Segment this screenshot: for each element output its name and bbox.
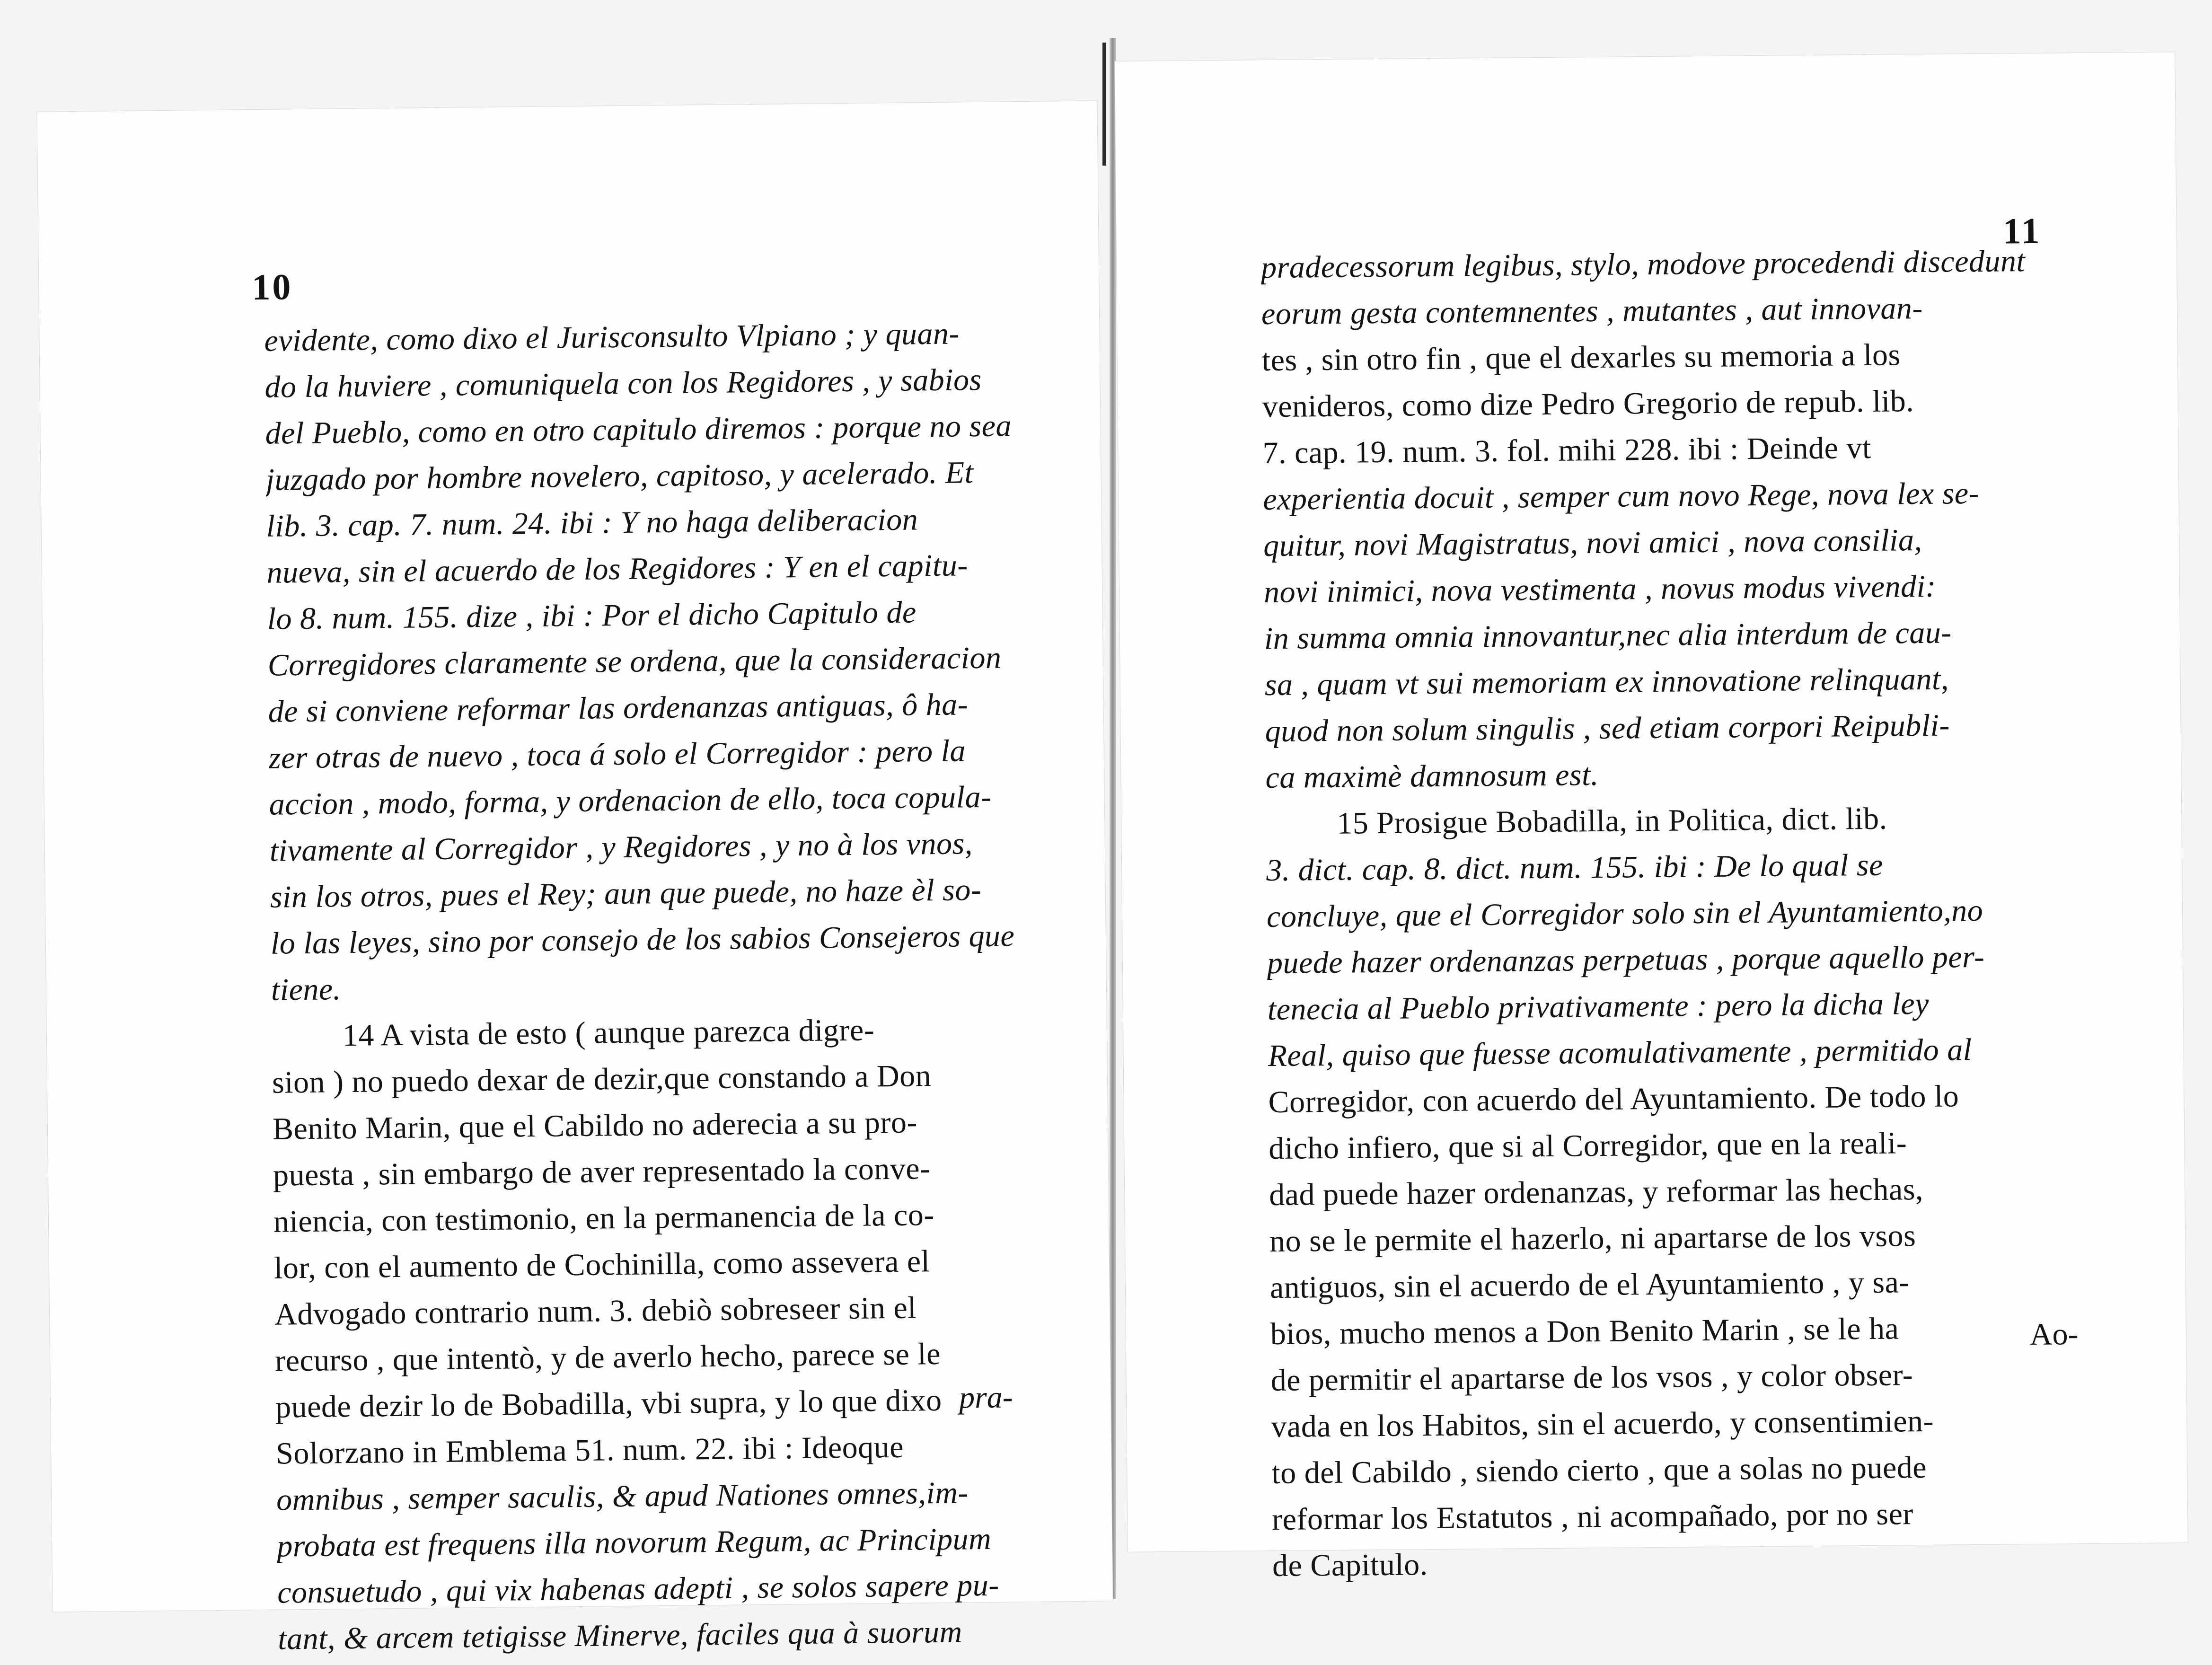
text-line: lo 8. num. 155. dize , ibi : Por el dicho Capitulo de bbox=[267, 595, 917, 636]
text-line: tenecia al Pueblo privativamente : pero la dicha ley bbox=[1267, 986, 1930, 1027]
text-line: lo las leyes, sino por consejo de los sabios Consejeros que bbox=[270, 918, 1015, 961]
text-line: reformar los Estatutos , ni acompañado, por no ser bbox=[1271, 1497, 1914, 1537]
text-line: puede dezir lo de Bobadilla, vbi supra, y lo que dixo bbox=[275, 1383, 942, 1425]
text-line: tiene. bbox=[271, 972, 342, 1007]
text-line: quod non solum singulis , sed etiam corpori Reipubli- bbox=[1265, 708, 1950, 749]
text-line: Corregidor, con acuerdo del Ayuntamiento. De todo lo bbox=[1268, 1079, 1959, 1120]
catchword: Ao- bbox=[2029, 1317, 2079, 1352]
text-line: Real, quiso que fuesse acomulativamente , permitido al bbox=[1268, 1032, 1972, 1074]
text-line: lib. 3. cap. 7. num. 24. ibi : Y no haga deliberacion bbox=[266, 502, 918, 544]
text-line: recurso , que intentò, y de averlo hecho, parece se le bbox=[274, 1336, 941, 1378]
text-line: vada en los Habitos, sin el acuerdo, y consentimien- bbox=[1271, 1403, 1934, 1445]
text-line: in summa omnia innovantur,nec alia interdum de cau- bbox=[1264, 615, 1952, 656]
text-line: del Pueblo, como en otro capitulo diremos : porque no sea bbox=[265, 408, 1012, 451]
catchword: pra- bbox=[959, 1380, 1013, 1415]
text-line: pradecessorum legibus, stylo, modove procedendi discedunt bbox=[1260, 244, 2026, 285]
text-line: probata est frequens illa novorum Regum, ac Principum bbox=[276, 1521, 992, 1564]
text-line: de si conviene reformar las ordenanzas antiguas, ô ha- bbox=[268, 687, 969, 729]
page-text bbox=[1261, 238, 2061, 1589]
left-page bbox=[37, 101, 1112, 1656]
text-line: 15 Prosigue Bobadilla, in Politica, dict. lib. bbox=[1337, 801, 1887, 841]
text-line: sa , quam vt sui memoriam ex innovatione relinquant, bbox=[1264, 661, 1949, 703]
text-line: no se le permite el hazerlo, ni apartarse de los vsos bbox=[1269, 1218, 1916, 1259]
text-line: quitur, novi Magistratus, novi amici , nova consilia, bbox=[1263, 522, 1922, 564]
text-line: to del Cabildo , siendo cierto , que a solas no puede bbox=[1271, 1450, 1927, 1491]
text-line: bios, mucho menos a Don Benito Marin , se le ha bbox=[1270, 1311, 1899, 1352]
text-line: 7. cap. 19. num. 3. fol. mihi 228. ibi : Deinde vt bbox=[1262, 430, 1871, 471]
text-line: tivamente al Corregidor , y Regidores , y no à los vnos, bbox=[269, 826, 973, 868]
text-line: do la huviere , comuniquela con los Regidores , y sabios bbox=[264, 362, 982, 405]
book-spine bbox=[1110, 38, 1116, 1599]
right-page bbox=[1115, 52, 2187, 1584]
text-line: tant, & arcem tetigisse Minerve, faciles qua à suorum bbox=[277, 1614, 963, 1656]
text-line: Solorzano in Emblema 51. num. 22. ibi : Ideoque bbox=[275, 1429, 904, 1471]
text-line: nueva, sin el acuerdo de los Regidores : Y en el capitu- bbox=[266, 548, 969, 590]
text-line: zer otras de nuevo , toca á solo el Corregidor : pero la bbox=[268, 733, 966, 775]
text-line: puede hazer ordenanzas perpetuas , porque aquello per- bbox=[1267, 939, 1985, 981]
gutter-shadow bbox=[1102, 43, 1106, 166]
text-line: tes , sin otro fin , que el dexarles su memoria a los bbox=[1261, 337, 1901, 378]
text-line: 3. dict. cap. 8. dict. num. 155. ibi : De lo qual se bbox=[1266, 847, 1884, 888]
text-line: de Capitulo. bbox=[1272, 1547, 1428, 1584]
text-line: sin los otros, pues el Rey; aun que puede, no haze èl so- bbox=[270, 872, 982, 915]
text-line: experientia docuit , semper cum novo Rege, nova lex se- bbox=[1263, 476, 1980, 517]
text-line: Benito Marin, que el Cabildo no aderecia a su pro- bbox=[272, 1105, 918, 1146]
text-line: dicho infiero, que si al Corregidor, que en la reali- bbox=[1269, 1126, 1907, 1166]
page-number: 10 bbox=[251, 266, 293, 308]
text-line: puesta , sin embargo de aver representado la conve- bbox=[273, 1151, 931, 1193]
text-line: venideros, como dize Pedro Gregorio de repub. lib. bbox=[1262, 384, 1914, 424]
text-line: niencia, con testimonio, en la permanencia de la co- bbox=[273, 1198, 935, 1239]
page-number: 11 bbox=[2002, 210, 2042, 252]
text-line: consuetudo , qui vix habenas adepti , se solos sapere pu- bbox=[277, 1568, 1000, 1610]
text-line: omnibus , semper saculis, & apud Nationes omnes,im- bbox=[276, 1475, 969, 1517]
text-line: dad puede hazer ordenanzas, y reformar las hechas, bbox=[1269, 1172, 1924, 1213]
text-line: sion ) no puedo dexar de dezir,que constando a Don bbox=[272, 1058, 932, 1100]
text-line: ca maximè damnosum est. bbox=[1265, 757, 1599, 795]
text-line: Corregidores claramente se ordena, que la consideracion bbox=[267, 640, 1002, 683]
text-line: concluye, que el Corregidor solo sin el Ayuntamiento,no bbox=[1266, 893, 1983, 934]
text-line: Advogado contrario num. 3. debiò sobreseer sin el bbox=[274, 1290, 917, 1332]
text-line: antiguos, sin el acuerdo de el Ayuntamiento , y sa- bbox=[1269, 1265, 1910, 1305]
text-line: de permitir el apartarse de los vsos , y color obser- bbox=[1270, 1357, 1913, 1398]
text-line: lor, con el aumento de Cochinilla, como assevera el bbox=[273, 1244, 930, 1286]
text-line: evidente, como dixo el Jurisconsulto Vlpiano ; y quan- bbox=[264, 316, 960, 358]
text-line: accion , modo, forma, y ordenacion de ello, toca copula- bbox=[269, 779, 992, 822]
text-line: juzgado por hombre novelero, capitoso, y acelerado. Et bbox=[265, 455, 974, 497]
text-line: novi inimici, nova vestimenta , novus modus vivendi: bbox=[1263, 569, 1937, 610]
page-text bbox=[264, 310, 1047, 1663]
text-line: eorum gesta contemnentes , mutantes , aut innovan- bbox=[1261, 291, 1923, 332]
text-line: 14 A vista de esto ( aunque parezca digre- bbox=[342, 1013, 875, 1053]
